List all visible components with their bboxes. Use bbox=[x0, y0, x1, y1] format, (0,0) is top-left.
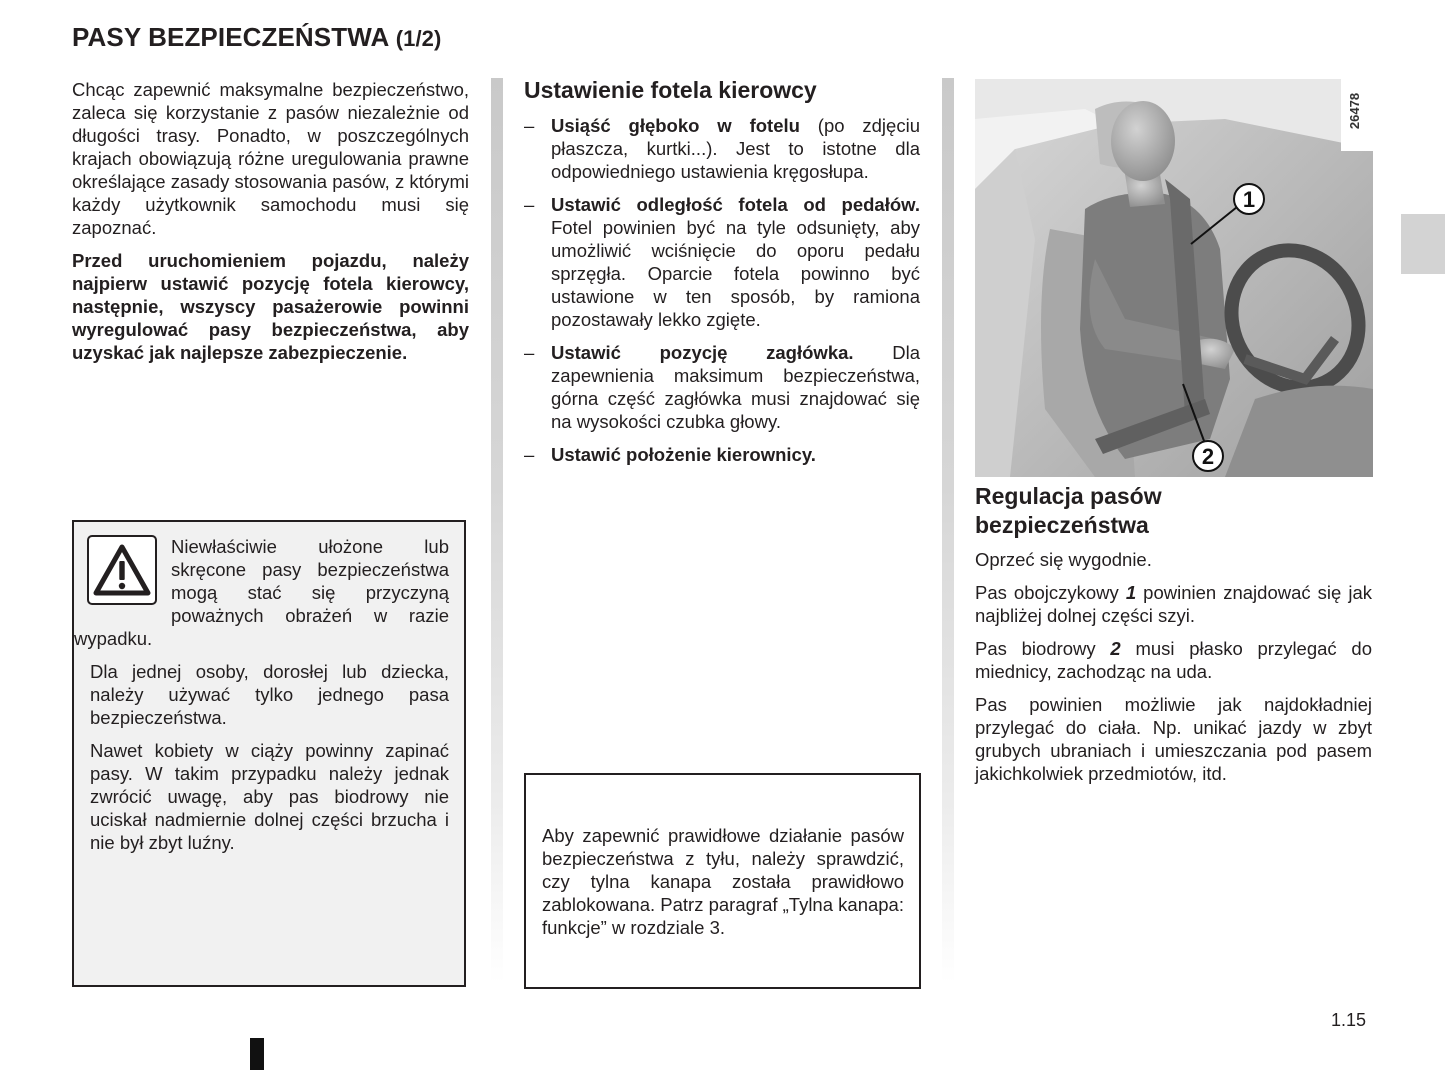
print-mark bbox=[250, 1038, 264, 1070]
text-run: powinien znajdować się jak najbliżej dolnej części szyi. bbox=[975, 582, 1372, 626]
rear-seat-note-box bbox=[524, 773, 921, 989]
figure-ref-number: 26478 bbox=[1347, 92, 1362, 130]
adjust-paragraph-1: Oprzeć się wygodnie. bbox=[975, 549, 1152, 570]
list-item-bold: Usiąść głęboko w fotelu bbox=[551, 115, 800, 136]
belt-ref-2: 2 bbox=[1110, 638, 1121, 659]
adjust-paragraph-4: Pas powinien możliwie jak najdokładniej przylegać do ciała. Np. unikać jazdy w zbyt grubych ubraniach i umieszczania pod pasem jakichkolwiek przedmiotów, itd. bbox=[975, 694, 1372, 784]
list-item bbox=[524, 193, 920, 331]
column-divider-right bbox=[942, 78, 954, 983]
list-item-text: Fotel powinien być na tyle odsunięty, aby umożliwić wciśnięcie do oporu pedału sprzęgła. Oparcie fotela powinno być ustawione w ten sposób, by ramiona pozostawały lekko zgięte. bbox=[551, 217, 920, 330]
dash-marker: – bbox=[524, 194, 535, 215]
warning-paragraph-1: Niewłaściwie ułożone lub skręcone pasy bezpieczeństwa mogą stać się przyczyną poważnych obrażeń w razie wypadku. bbox=[74, 536, 449, 649]
adjustment-heading-line-2: bezpieczeństwa bbox=[975, 512, 1149, 538]
list-item-bold: Ustawić położenie kierownicy. bbox=[551, 444, 816, 465]
list-item-text: Dla zapewnienia maksimum bezpieczeństwa, górna część zagłówka musi znajdować się na wysokości czubka głowy. bbox=[551, 342, 920, 432]
warning-triangle-icon bbox=[87, 535, 157, 605]
list-item bbox=[524, 341, 920, 433]
figure-label-2: 2 bbox=[1201, 444, 1215, 469]
seat-heading: Ustawienie fotela kierowcy bbox=[524, 77, 817, 103]
page-title bbox=[72, 22, 441, 53]
warning-paragraph-2: Dla jednej osoby, dorosłej lub dziecka, należy używać tylko jednego pasa bezpieczeństwa. bbox=[90, 661, 449, 728]
adjustment-column bbox=[975, 482, 1372, 795]
list-item-text: (po zdjęciu płaszcza, kurtki...). Jest to istotne dla odpowiedniego ustawienia kręgosłupa. bbox=[551, 115, 920, 182]
belt-ref-1: 1 bbox=[1125, 582, 1137, 603]
list-item-bold: Ustawić odległość fotela od pedałów. bbox=[551, 194, 920, 215]
adjust-paragraph-3 bbox=[975, 637, 1372, 683]
intro-column bbox=[72, 78, 469, 374]
list-item bbox=[524, 443, 920, 466]
page-title-part: (1/2) bbox=[395, 26, 442, 51]
adjust-paragraph-2 bbox=[975, 581, 1372, 627]
text-run: Pas obojczykowy bbox=[975, 582, 1126, 603]
dash-marker: – bbox=[524, 444, 535, 465]
dash-marker: – bbox=[524, 342, 535, 363]
chapter-tab bbox=[1401, 214, 1445, 274]
list-item-bold: Ustawić pozycję zagłówka. bbox=[551, 342, 854, 363]
dash-marker: – bbox=[524, 115, 535, 136]
figure-label-1: 1 bbox=[1242, 187, 1256, 212]
seatbelt-illustration bbox=[975, 79, 1373, 477]
text-run: musi płasko przylegać do miednicy, zachodząc na uda. bbox=[975, 638, 1372, 682]
seat-column bbox=[524, 75, 920, 476]
warning-paragraph-3: Nawet kobiety w ciąży powinny zapinać pasy. W takim przypadku należy jednak zwrócić uwagę, aby pas biodrowy nie uciskał nadmiernie dolnej części brzucha i nie był zbyt luźny. bbox=[90, 740, 449, 853]
adjustment-heading bbox=[975, 482, 1372, 540]
list-item bbox=[524, 114, 920, 183]
intro-paragraph: Chcąc zapewnić maksymalne bezpieczeństwo, zaleca się korzystanie z pasów niezależnie od długości trasy. Ponadto, w poszczególnych krajach obowiązują różne uregulowania prawne określające zasady stosowania pasów, z którymi każdy użytkownik samochodu musi się zapoznać. bbox=[72, 79, 469, 238]
text-run: Pas biodrowy bbox=[975, 638, 1111, 659]
column-divider-left bbox=[491, 78, 503, 983]
warning-box bbox=[72, 520, 466, 987]
intro-bold-paragraph: Przed uruchomieniem pojazdu, należy najpierw ustawić pozycję fotela kierowcy, następnie, wszyscy pasażerowie powinni wyregulować pasy bezpieczeństwa, aby uzyskać jak najlepsze zabezpieczenie. bbox=[72, 250, 469, 363]
adjustment-heading-line-1: Regulacja pasów bbox=[975, 483, 1162, 509]
seat-steps-list bbox=[524, 114, 920, 466]
page-title-text: PASY BEZPIECZEŃSTWA bbox=[72, 22, 389, 52]
page-number: 1.15 bbox=[1331, 1010, 1367, 1030]
note-text: Aby zapewnić prawidłowe działanie pasów bezpieczeństwa z tyłu, należy sprawdzić, czy tylna kanapa została prawidłowo zablokowana. Patrz paragraf „Tylna kanapa: funkcje” w rozdziale 3. bbox=[542, 824, 904, 938]
